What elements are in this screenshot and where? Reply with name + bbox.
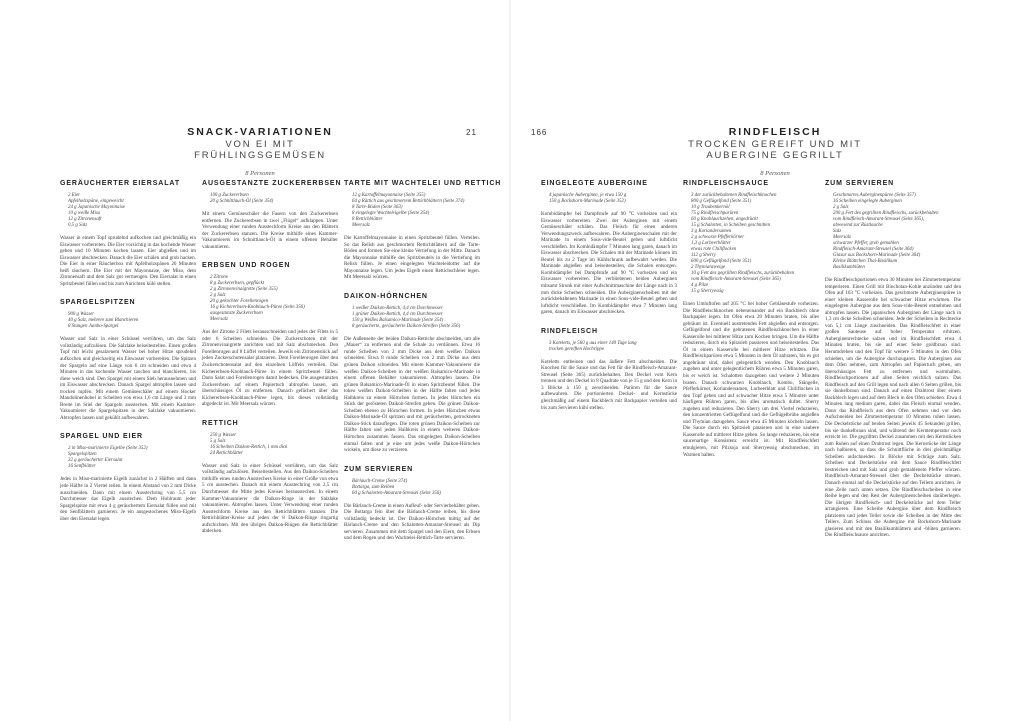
left-recipe-header <box>160 126 360 177</box>
section-title: SPARGEL UND EIER <box>60 433 143 441</box>
right-page-number: 166 <box>531 128 548 137</box>
method-text: Wasser in einem Topf sprudelnd aufkochen und gleichmäßig ein Eiswasser vorbereiten. Die Eier vorsichtig in das kochende Wasser geben und 10 Minuten kochen lassen. Eier abgießen und im Eiswasser abschrecken. Danach die Eier schälen und grob hacken. Die Eier in einer Räucherbox mit Apfelholzspänen 20 Minuten heiß räuchern. Die Eier mit der Mayonnaise, der Miso, dem Zitronensaft und dem Salz gut vermengen. Den Eiersalat in einen Spritzbeutel füllen und bis zum Anrichten kühl stellen. <box>60 235 196 287</box>
method-text: Die Bärlauch-Creme in einen Aufleuf- oder Servierbehälter geben. Die Bottarga fein über die Bärlauch-Creme reiben, bis diese vollständig bedeckt ist. Der Daikon-Hörnchen mittig auf der Bärlauch-Creme und den Schalotten-Amarant-Streusel als Dip servieren. Zusammen mit dem Spargel und den Eiern, den Erbsen und dem Rogen und den Wachtelei-Rettich-Tarte servieren. <box>344 502 480 542</box>
ingredient-list <box>68 193 196 229</box>
method-text: Mit einem Gemüseschäler die Fasern von den Zuckererbsen entfernen. Die Zuckererbsen in zwei „Flügel“ aufklappen. Unter Verwendung einer runden Ausstechform Kreise aus den Blättern der Zuckererbsen stanzen. Die Kreise mithilfe eines Kammer-Vakuumierers im Schnittlauch-Öl in einem offenen Behälter vakuumieren. <box>202 211 338 250</box>
ingredient: 150 g Bockshorn-Marinade (Seite 352) <box>549 199 626 204</box>
ingredient: 0,5 g Salz <box>68 223 88 228</box>
ingredient: 10 g weiße Miso <box>68 211 101 216</box>
ingredient: ausgestanzte Zuckererbsen <box>210 311 263 317</box>
ingredient: 40 g Salz, mehrere zum Blanchieren <box>68 318 139 324</box>
ingredient: etwas rote Chiliflocken <box>691 247 737 252</box>
ingredient: 10 g Fett des gegrillten Rindfleischs, zurückbehalten <box>691 271 795 276</box>
ingredient: Meersalz <box>833 235 851 240</box>
ingredient: 16 g Kichererbsen-Knoblauch-Püree (Seite 356) <box>210 305 305 311</box>
ingredient: vom Rindfleisch-Amarant-Streusel (Seite 365) <box>691 277 781 282</box>
ingredient: 5 g Salz <box>210 438 226 444</box>
section-title: ZUM SERVIEREN <box>344 465 414 473</box>
section-title: RETTICH <box>202 419 239 427</box>
method-text: Wasser und Salz in einer Schüssel verrühren, um das Salz vollständig aufzulösen. Die Salzlake beiseitestellen. Einen großen Topf mit leicht gesalzenem Wasser bei hoher Hitze sprudelnd aufkochen und gleichzeitig ein Eiswasser vorbereiten. Die Spitzen der Spargeln auf eine Länge von 6 cm schneiden und etwa 4 Minuten in das kochende Wasser tauchen und blanchieren, bis diese weich sind. Den Spargel mit einem Sieb herausnehmen und im Eiswasser abschrecken. Danach Spargel abtropfen lassen und trocken tupfen. Mit einem Gemüseschäler auf einem Hocker Mandolinenhobel in Scheiben von etwa 1,6 cm Länge und 3 mm Breite im Stiel der Spargeln ausstechen. Mit einem Kammer-Vakuumierer die Spargelspitzen in der Salzlake vakuumieren. Abtropfen lassen und gekühlt aufbewahren. <box>60 336 196 421</box>
ingredient: 20 g Schnittlauch-Öl (Seite 354) <box>210 199 274 204</box>
ingredient: 3 g Koriandersamen <box>691 229 732 234</box>
ingredient: 2 g Salz <box>833 205 849 210</box>
method-text: Kombidämpfer bei Dampfstufe auf 90 °C vorheizen und ein Eiswasser vorbereiten. Zwei der Auberginen mit einem Gemüseschäler schälen. Das Fleisch für einen anderen Verwendungszweck aufbewahren. Die Auberginenschalen mit der Marinade in einem Sous-vide-Beutel geben und luftdicht verschließen. Im Kombidämpfer 7 Minuten lang garen, danach im Eiswasser abschrecken. Die Schalen mit der Marinade können im Beutel bis zu 2 Tage im Kühlschrank aufbewahrt werden. Die Marinade abgießen und beiseitestellen, die Schalen entsorgen. Kombidämpfer bei Dampfstufe auf 90 °C vorheizen und ein Eiswasser vorbereiten. Die verbliebenen beiden Auberginen mitsamt Strunk mit einer Aufschnittmaschine der Länge nach in 3 mm dicke Scheiben schneiden. Die Auberginenscheiben mit der zurückbehaltenen Marinade in einen Sous-vide-Beutel geben und luftdicht verschließen. Im Kombidämpfer etwa 7 Minuten lang garen, danach im Eiswasser abschrecken. <box>541 211 677 316</box>
method-text: Die Außenseite der beiden Daikon-Rettiche abschneiden, um alle „Mauer“ zu entfernen und die Schale zu verdünnen. Etwa 16 runde Scheiben von 2 mm Dicke aus dem weißen Daikon schneiden. Etwa 8 runde Scheiben von 2 mm Dicke aus dem grünen Daikon schneiden. Mit einem Kammer-Vakuumierer die weißen Daikon-Scheiben in der weißen Balsamico-Marinade in einem offenen Behälter vakuumieren. Abtropfen lassen. Die grünen Balsamico-Marinade-Öl in einen Spritzbeutel füllen. Die tokeo weißen Daikon-Scheiben in der Hälfte falten und jedes Halbkreis zu einem Hörnchen formen. In jedes Hörnchen ein Stück der gerösteten Daikon-Streifen geben. Die grünen Daikon-Scheiben ebenso zu Hörnchen formen. In jedes Hörnchen etwas Daikon-Marinade-Öl spritzen und mit geräucherten, getrockneten Daikon-Stick darauflegen. Die roten grünen Daikon-Scheiben zur Hälfte falten und jeden Halbkreis in einem weiteren Daikon-Hörnchen zusammen fassen. Das eingelegten Daikon-Scheiben einmal falten und je eine um jedes weiße Daikon-Hörnchen wickeln, um diese zu verzieren. <box>344 335 480 454</box>
ingredient: Geschmortes Auberginenpüree (Seite 357) <box>833 193 916 198</box>
ingredient: 8 eingelegte Wachteleigelbe (Seite 354) <box>352 211 430 216</box>
left-servings: 8 Personen <box>245 170 275 177</box>
method-text: Einen Umluftofen auf 205 °C bei hoher Gebläsestufe vorheizen. Die Rindfleischknochen nebeneinander auf ein Backblech ohne Backpapier legen. Im Ofen etwa 20 Minuten braten, bis alles gebräunt ist. Eventuell austretendes Fett abgießen und entsorgen. Geflügelfond und die gebratenen Rindfleischknochen in einer Kasserolle bei mittlerer Hitze zum Kochen bringen. Um die Hälfte reduzieren, durch ein Spitzsieb passieren und beiseitestellen. Das Öl in einem Kasserolle bei mittlerer Hitze erhitzen. Die Rindfleischparüren etwa 5 Minuten in dem Öl anbraten, bis es gut angebräunt sind, dabei gelegentlich wenden. Den Knoblauch zugeben und unter gelegentlichem Rühren etwa 5 Minuten garen, bis er weich ist. Schalotten dazugeben und weitere 2 Minuten braten. Danach schwarzen Knoblauch, Kombu, Stängelle, Pfefferkörner, Koriandersamen, Lorbeerblatt und Chiliflocken in den Topf geben und auf schwacher Hitze etwa 5 Minuten unter häufigem Rühren garen, bis alles aromatisch duftet. Sherry zugeben und reduzieren. Den Sherry um drei Viertel reduzieren, den konzentrierten Geflügelfond und die Geflügelbrühe angießen und Thymian dazugeben. Sauce etwa 45 Minuten köcheln lassen. Die Sauce durch ein Spitzsieb passieren und in eine saubere Kasserolle auf mittlerer Hitze geben. So lange reduzieren, bis eine saucenartige Konsistenz erreicht ist. Mit Rindfleischfett emulgieren, mit Pilzsoja und Sherryessig abschmecken, im Warmen halten. <box>683 301 819 458</box>
ingredient: 75 g Rindfleischparüren <box>691 211 739 216</box>
ingredient: 8 geräucherte, geräucherte Daikon-Streifen (Seite 356) <box>352 323 461 329</box>
ingredient: 1,3 g Lorbeerblätter <box>691 241 731 246</box>
ingredient-list <box>833 193 961 271</box>
ingredient: 10 g Traubenkernöl <box>691 205 730 210</box>
ingredient: 4 japanische Auberginen, je etwa 150 g <box>549 193 627 198</box>
ingredient: 8 g Zuckererbsen, gepflückt <box>210 281 265 287</box>
method-text: Die Kartoffelmayonnaise in einen Spritzbeutel füllen. Verteilen. So das Relish aus geschmortem Rettichblättern auf die Tarte-Böden und formen Sie eine kleine Vertiefung in der Mitte. Danach die Mayonnaise mithilfe des Spritzbeutels in die Vertiefung im Relish füllen. Je einen eingelegten Wachteleidotter auf die Mayonnaise legen. Um jedes Eigelb einen Rettichschleier legen. Mit Meersalz würzen. <box>344 235 480 281</box>
ingredient: 2 g Salz <box>210 293 226 299</box>
ingredient-list <box>210 433 338 457</box>
ingredient: Glasur aus Bockshorn-Marinade (Seite 364) <box>833 253 921 258</box>
ingredient: 24 g Japanische Mayonnaise <box>68 205 125 210</box>
ingredient: Rindfleisch-Amarant-Streusel (Seite 364) <box>833 247 914 252</box>
ingredient: 32 g geräucherter Eiersalat <box>68 458 123 464</box>
ingredient: 20 g gekochter Forellenrogen <box>210 299 269 305</box>
ingredient-list <box>691 193 819 295</box>
right-column-3 <box>825 180 961 604</box>
right-servings: 8 Personen <box>760 170 790 177</box>
method-text: Koteletts entbeinen und das äußere Fett abschneiden. Die Knochen für die Sauce und das Fett für die Rindfleisch-Amarant-Streusel (Seite 365) zurückbehalten. Den Deckel vom Kern trennen und den Deckel in 8 Quadrate von je 15 g und den Kern in 3 Blöcke à 150 g zerschneiden. Parüren für die Sauce aufbewahren. Die portionierten Deckel- und Kernstücke gleichmäßig auf einem Backblech mit Backpapier verteilen und bis zum Servieren kühl stellen. <box>541 358 677 411</box>
ingredient-list <box>68 446 196 470</box>
ingredient: 12 g Zitronensaft <box>68 217 102 222</box>
ingredient: 16 Scheiben Daikon-Rettich, 1 mm dick <box>210 444 288 450</box>
method-text: Wasser und Salz in einer Schüssel verrühren, um das Salz vollständig aufzulösen. Beiseitestellen. Aus den Daikon-Scheiben mithilfe eines runden Ausstechers Kreise in einer Größe von etwa 5 cm ausstechen. Danach mit einem Ausstechring von 2,5 cm Durchmesser die Mitte jedes Kreises herausstechen. In einem Kammer-Vakuumierer die Daikon-Ringe in der Salzlake vakuumieren. Abtropfen lassen. Unter Verwendung einer runden Ausstechform Kreise aus den Rettichblättern stanzen. Die Rettichblätter-Kreise auf jeden der 8 Daikon-Ringe ringartig aufschichten. Mit den übrigen Daikon-Ringen die Rettichblätter abdecken. <box>202 462 338 535</box>
left-column-3 <box>344 180 502 610</box>
ingredient: 1 grüner Daikon-Rettich, 4,4 cm Durchmesser <box>352 311 443 317</box>
section-title: AUSGESTANZTE ZUCKERERBSEN <box>202 180 342 187</box>
ingredient: 250 g Wasser <box>210 432 237 438</box>
ingredient: schwarzer Pfeffer, grob gemahlen <box>833 241 899 246</box>
ingredient: Meersalz <box>352 223 370 228</box>
ingredient: 2 Thymianzweige <box>691 265 726 270</box>
ingredient: 600 g Geflügelfond (Seite 351) <box>691 259 752 264</box>
section-title: RINDFLEISCHSAUCE <box>683 180 769 187</box>
ingredient: 16 Senfblätter <box>68 464 96 470</box>
ingredient: Spargelspitzen <box>68 452 97 458</box>
ingredient: 4 g Pilze <box>691 283 709 288</box>
ingredient: Meersalz <box>210 317 228 323</box>
ingredient: 900 g Wasser <box>68 312 95 318</box>
ingredient: 800 g Geflügelfond (Seite 351) <box>691 199 752 204</box>
ingredient: abwesend zur Rüstlauche <box>833 223 883 228</box>
ingredient-list <box>352 306 480 330</box>
ingredient: 2 g Zitronenvinaigrette (Seite 355) <box>210 287 278 293</box>
ingredient: Apfelholzspäne, eingeweicht <box>68 199 124 204</box>
ingredient: Kleine Blättchen Thai-Basilikum <box>833 259 898 264</box>
ingredient: vom Rindfleisch-Amarant-Streusel (Seite 365), <box>833 217 925 222</box>
ingredient: 150 g Weißes Balsamico-Marinade (Seite 354) <box>352 317 444 323</box>
ingredient: 64 g Rättich aus geschmortem Rettichblättern (Seite 374) <box>352 199 465 204</box>
ingredient: 112 g Sherry <box>691 253 716 258</box>
ingredient: 2 g schwarze Pfefferkörner <box>691 235 745 240</box>
ingredient: 2 Zitrone <box>210 275 228 281</box>
ingredient: Bottarga, zum Reiben <box>352 484 395 490</box>
method-text: Die Rindfleischportionen etwa 30 Minuten bei Zimmertemperatur temperieren. Einen Grill mit Binchotan-Kohle anzünden und den Ofen auf 163 °C vorheizen. Das geschmorte Auberginenpüree in einer kleinen Kasserolle bei schwacher Hitze erwärmen. Die eingelegten Aubergine aus dem Sous-vide-Beutel entnehmen und abtropfen lassen. Die japanischen Auberginen der Länge nach in 1,3 cm dicke Scheiben schneiden. Jede der Scheiben in Rechtecke von 5,1 cm Länge zuschneiden. Das Rindfleischfett in einer großen Sauteuse auf hoher Temperatur erhitzen. Auberginenrechtecke salzen und im Rindfleischfett etwa 4 Minuten braten, bis sie auf einer Seite goldbraun sind. Herumdrehen und den Topf für weitere 5 Minuten in den Ofen schieben, um die Aubergine durchzugaren. Die Auberginen aus dem Ofen nehmen, zum Abtropfen auf Papiertuch geben, um überschüssiges Fett zu entfernen und warmhalten. Rindfleischportionen auf allen Seiten reichlich salzen. Das Rindfleisch auf den Grill legen und nach allen 6 Seiten grillen, bis sie dunkelbraun sind. Danach auf einen Drahtrost über einem Backblech legen und auf dem Blech in den Ofen schieben. Etwa 4 Minuten lang medium garen, dabei das Fleisch einmal wenden. Dann das Rindfleisch aus dem Ofen nehmen und vor dem Aufschneiden bei Zimmertemperatur 10 Minuten ruhen lassen. Die Deckelstücke auf beiden Seiten jeweils 45 Sekunden grillen, bis sie dunkelbraun sind, und während der Kerntemperatur noch erreicht ist. Die gegrillten Deckel zusammen mit den Kernstücken zum Ruhen auf einen Drahtrost legen. Die Kernstücke der Länge nach halbieren, so dass die Schnittfläche in drei gleichmäßige Scheiben aufschneiden. In Blöcke mit Schräge zum Salz. Scheiben und Deckelstücke mit dem Sauce Rindfleischfett bestreichen und mit Salz und grob gemahlenem Pfeffer würzen. Rindfleisch-Amarant-Streusel über die Deckelstücke streuen. Danach einmal auf die Deckelstücke auf den Tellern anrichten. Je eine Zeile nach unten setzen. Die Rindfleischscheiben in eine Reihe legen und den Rest der Auberginenscheiben darüberlegen. Die übrigen Rindfleisch- und Deckelstücke auf dem Teller arrangieren. Eine Scheibe Aubergine über dem Rindfleisch platzieren und jedes Teller sowie die Scheiben in der Mitte des Tellers. Zum Schluss die Aubergine mit Bockshorn-Marinade glasieren und mit den Basilikumblättern und -blüten garnieren. Die Rindfleischsauce anrichten. <box>825 277 961 539</box>
section-title: TARTE MIT WACHTELEI UND RETTICH <box>344 180 502 187</box>
section-title: DAIKON-HÖRNCHEN <box>344 292 428 300</box>
ingredient: 12 g Kartoffelmayonnaise (Seite 355) <box>352 193 426 198</box>
ingredient-list <box>210 193 338 205</box>
left-column-2 <box>202 180 342 600</box>
ingredient: 3 Koteletts, je 560 g aus einer 140 Tage lang <box>549 340 637 346</box>
ingredient: 60 g Knoblauchzehen, angedrückt <box>691 217 758 222</box>
ingredient-list <box>210 275 338 323</box>
ingredient: 15 g Schalotten, in Scheiben geschnitten <box>691 223 771 228</box>
ingredient: 1 weißer Daikon-Rettich, 4,4 cm Durchmesser <box>352 305 443 311</box>
right-column-1 <box>541 180 677 450</box>
ingredient: trocken gereiften Hochrippe <box>549 346 605 352</box>
ingredient-list <box>549 193 677 205</box>
ingredient: 100 g Zuckererbsen <box>210 193 249 198</box>
ingredient: 3 der zurückbehaltenen Rindfleischknochen <box>691 193 777 198</box>
right-column-2 <box>683 180 819 540</box>
ingredient-list <box>68 312 196 330</box>
left-column-1 <box>60 180 196 620</box>
ingredient: 15 g Sherryessig <box>691 289 724 294</box>
ingredient: 8 Tarte-Böden (Seite 363) <box>352 205 403 210</box>
right-recipe-subtitle: TROCKEN GEREIFT UND MIT AUBERGINE GEGRILLT <box>688 139 862 161</box>
ingredient: 8 Stangen Jumbo-Spargel <box>68 324 119 330</box>
section-title: RINDFLEISCH <box>541 327 598 335</box>
ingredient: 16 Scheiben eingelegte Auberginen <box>833 199 902 204</box>
ingredient: 60 g Schalotten-Amarant-Streusel (Seite 356) <box>352 490 441 496</box>
right-recipe-header <box>655 126 895 177</box>
ingredient: 2 Eier <box>68 193 81 198</box>
section-title: ZUM SERVIEREN <box>825 180 895 187</box>
section-title: GERÄUCHERTER EIERSALAT <box>60 180 181 187</box>
section-title: EINGELEGTE AUBERGINE <box>541 180 648 187</box>
section-title: ERBSEN UND ROGEN <box>202 262 291 270</box>
left-page-number: 21 <box>466 128 477 137</box>
ingredient: 200 g Fett des gegrillten Rindfleischs, zurückbehalten <box>833 211 939 216</box>
ingredient: 2 in Miso-marinierte Eigelbe (Seite 352) <box>68 446 148 452</box>
method-text: Jedes in Miso-marinierte Eigelb zunächst in 2 Hälften und dann jede Hälfte in 2 Viertel teilen. In einem Abstand von 2 mm Dicke ausschneiden. Dann mit einem Ausstechring von 5,5 cm Durchmesser das Eigelb ausstechen. Dem Hohlraum jeder Spargelspitze mit etwa 4 g geräuchertem Eiersalat füllen und mit den Senfblättern garnieren. Je ein ausgestochenes Miso-Eigelb über den Eiersalat legen. <box>60 476 196 522</box>
ingredient: Basilikumblüten <box>833 265 865 270</box>
left-recipe-subtitle: VON EI MIT FRÜHLINGSGEMÜSEN <box>194 139 326 161</box>
ingredient: Salz <box>833 229 842 234</box>
ingredient: Bärlauch-Creme (Seite 374) <box>352 478 408 484</box>
method-text: Aus der Zitrone 2 Filets herausschneiden und jedes der Filets in 5 oder 6 Scheiben schneiden. Die Zuckerschoten mit der Zitronenvinaigrette anrichten und mit Salz abschmecken. Den Forellenrogen auf 8 Löffel verteilen. Jeweils ein Zitronenstück auf jeden Zuckerschotensalat platzieren. Dem Forellenrogen über den Zuckerschotensalat auf den einzelnen Löffeln verteilen. Das Kichererbsen-Knoblauch-Püree in einem Spritzbeutel füllen. Dann Salat und Forellenrogen damit bedecken. Die ausgestanzten Zuckererbsen auf einem Papiertuch abtropfen lassen, um überschüssiges Öl zu entfernen. Danach gefächert über das Kichererbsen-Knoblauch-Püree legen, bis dieses vollständig abgedeckt ist. Mit Meersalz würzen. <box>202 329 338 408</box>
ingredient-list <box>352 193 480 229</box>
left-recipe-title: SNACK-VARIATIONEN <box>187 126 333 138</box>
ingredient: 24 Rettichblätter <box>210 450 244 456</box>
page-gutter <box>509 0 511 721</box>
ingredient-list <box>549 341 677 353</box>
ingredient: 8 Rettichblätter <box>352 217 383 222</box>
section-title: SPARGELSPITZEN <box>60 299 136 307</box>
right-recipe-title: RINDFLEISCH <box>728 126 822 138</box>
ingredient-list <box>352 479 480 497</box>
